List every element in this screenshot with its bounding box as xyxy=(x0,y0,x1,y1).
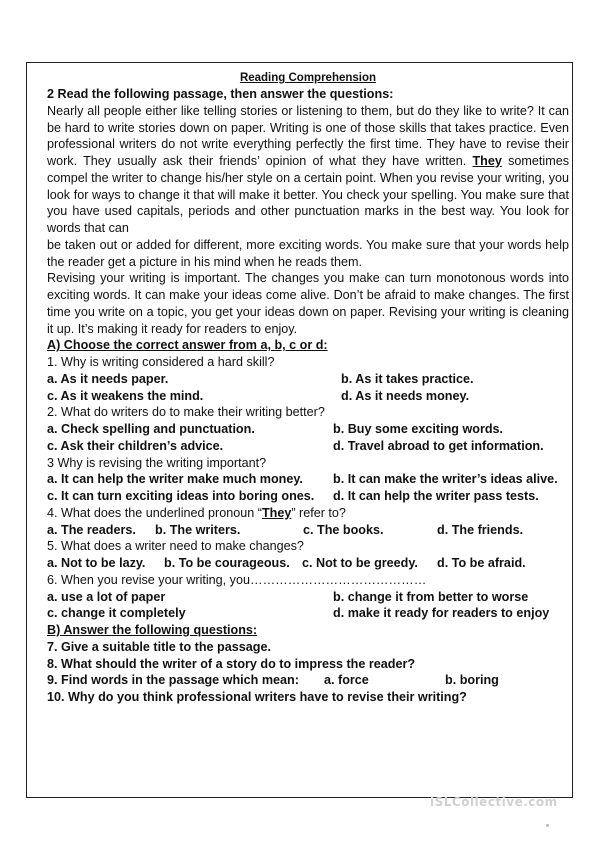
options-row xyxy=(47,605,569,622)
section-a-heading: A) Choose the correct answer from a, b, c or d: xyxy=(47,338,328,353)
question-3: 3 Why is revising the writing important? xyxy=(47,455,267,470)
option-b: b. As it takes practice. xyxy=(341,371,474,386)
option-b: b. It can make the writer’s ideas alive. xyxy=(333,472,558,487)
passage-paragraph-2: be taken out or added for different, more exciting words. You make sure that your words help the reader get a picture in his mind when he reads them. xyxy=(47,237,569,269)
option-d: d. It can help the writer pass tests. xyxy=(333,489,539,503)
question-7: 7. Give a suitable title to the passage. xyxy=(47,639,271,654)
page-title: Reading Comprehension xyxy=(239,72,377,84)
option-b: b. The writers. xyxy=(155,522,241,537)
options-row xyxy=(47,388,569,405)
option-c: c. The books. xyxy=(303,522,384,537)
passage-paragraph-3: Revising your writing is important. The changes you make can turn monotonous words into exciting words. It can make your ideas come alive. Don’t be afraid to make changes. The first time you write on a topic, you get your ideas down on paper. Revising your writing is cleaning it up. It’s making it ready for readers to enjoy. xyxy=(47,271,569,336)
option-c: c. It can turn exciting ideas into boring ones. xyxy=(47,489,315,503)
option-a: a. The readers. xyxy=(47,522,136,537)
options-row xyxy=(47,555,569,572)
section-b-heading: B) Answer the following questions: xyxy=(47,623,258,637)
question-6: 6. When you revise your writing, you…………………………………… xyxy=(47,572,427,587)
options-row xyxy=(47,438,569,455)
option-a: a. As it needs paper. xyxy=(47,371,169,386)
option-c: c. Ask their children’s advice. xyxy=(47,438,224,453)
options-row xyxy=(47,522,569,539)
options-row xyxy=(47,488,569,505)
option-a: a. force xyxy=(324,673,369,688)
options-row xyxy=(47,471,569,488)
question-text: 4. What does the underlined pronoun “ xyxy=(47,505,262,520)
question-9 xyxy=(47,672,569,689)
option-b: b. boring xyxy=(445,673,499,688)
question-2: 2. What do writers do to make their writing better? xyxy=(47,405,325,420)
question-text: 9. Find words in the passage which mean: xyxy=(47,673,299,688)
options-row xyxy=(47,589,569,606)
option-d: d. make it ready for readers to enjoy xyxy=(333,606,550,621)
decorative-dot xyxy=(546,824,549,827)
options-row xyxy=(47,371,569,388)
underlined-pronoun: They xyxy=(261,505,292,520)
passage-paragraph-1 xyxy=(47,103,569,237)
option-c: c. Not to be greedy. xyxy=(302,556,418,570)
question-text: ” refer to? xyxy=(291,505,346,520)
option-b: b. Buy some exciting words. xyxy=(333,422,504,436)
option-a: a. It can help the writer make much money. xyxy=(47,472,303,487)
underlined-pronoun: They xyxy=(472,154,502,168)
option-d: d. As it needs money. xyxy=(341,388,470,403)
question-5: 5. What does a writer need to make changes? xyxy=(47,539,304,554)
instruction: 2 Read the following passage, then answer the questions: xyxy=(47,87,394,101)
option-d: d. Travel abroad to get information. xyxy=(333,438,544,453)
question-4 xyxy=(47,505,569,522)
option-d: d. The friends. xyxy=(437,522,524,537)
option-d: d. To be afraid. xyxy=(437,556,526,570)
passage-text: sometimes compel the writer to change his/her style on a certain point. When you revise your writing, you look for ways to change it that will make it better. You check your spelling. You make sure that you have used capitals, periods and other punctuation marks in the best way. You look for words that can xyxy=(47,154,570,235)
option-a: a. Check spelling and punctuation. xyxy=(47,422,255,436)
question-1: 1. Why is writing considered a hard skill? xyxy=(47,355,275,369)
option-c: c. change it completely xyxy=(47,606,186,621)
worksheet xyxy=(47,70,569,706)
watermark: iSLCollective.com xyxy=(430,795,558,809)
question-8: 8. What should the writer of a story do to impress the reader? xyxy=(47,656,416,671)
option-b: b. To be courageous. xyxy=(164,556,290,570)
option-c: c. As it weakens the mind. xyxy=(47,388,204,403)
option-b: b. change it from better to worse xyxy=(333,589,529,604)
option-a: a. Not to be lazy. xyxy=(47,556,146,570)
passage-text: Nearly all people either like telling stories or listening to them, but do they like to write? It can be hard to write stories down on paper. Writing is one of those skills that takes practice. Even professional writers do not write everything perfectly the first time. They have to revise their work. They usually ask their friends’ opinion of what they have written. xyxy=(47,103,569,168)
option-a: a. use a lot of paper xyxy=(47,589,166,604)
question-10: 10. Why do you think professional writers have to revise their writing? xyxy=(47,690,467,704)
options-row xyxy=(47,421,569,438)
